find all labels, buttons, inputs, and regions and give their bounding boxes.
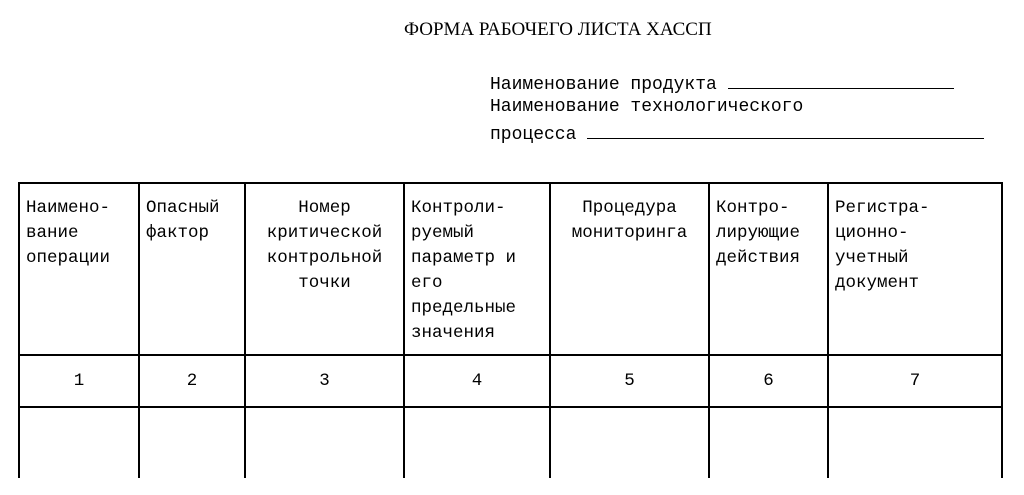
process-name-field-line1 <box>490 95 1010 120</box>
product-name-field <box>490 70 1010 95</box>
product-name-blank[interactable] <box>728 70 954 89</box>
column-number: 7 <box>828 355 1002 407</box>
table-cell[interactable] <box>139 407 245 478</box>
column-number: 6 <box>709 355 828 407</box>
column-number: 1 <box>19 355 139 407</box>
process-name-label-line2: процесса <box>490 125 577 145</box>
product-name-label: Наименование продукта <box>490 75 717 95</box>
header-control-actions: Контро- лирующие действия <box>709 183 828 355</box>
table-number-row <box>19 355 1002 407</box>
header-ccp-number: Номер критической контрольной точки <box>245 183 404 355</box>
process-name-label-line1: Наименование технологического <box>490 97 804 117</box>
table-cell[interactable] <box>19 407 139 478</box>
table-cell[interactable] <box>828 407 1002 478</box>
process-name-field-line2 <box>490 120 1010 145</box>
form-title: ФОРМА РАБОЧЕГО ЛИСТА ХАССП <box>404 19 712 40</box>
column-number: 3 <box>245 355 404 407</box>
column-number: 4 <box>404 355 550 407</box>
form-fields <box>490 70 1010 145</box>
header-hazard-factor: Опасный фактор <box>139 183 245 355</box>
header-controlled-parameter: Контроли- руемый параметр и его предельные значения <box>404 183 550 355</box>
table-cell[interactable] <box>404 407 550 478</box>
header-monitoring-procedure: Процедура мониторинга <box>550 183 709 355</box>
process-name-blank[interactable] <box>587 120 984 139</box>
header-operation-name: Наимено- вание операции <box>19 183 139 355</box>
table-cell[interactable] <box>709 407 828 478</box>
table-cell[interactable] <box>245 407 404 478</box>
table-header-row <box>19 183 1002 355</box>
header-record-document: Регистра- ционно- учетный документ <box>828 183 1002 355</box>
column-number: 5 <box>550 355 709 407</box>
column-number: 2 <box>139 355 245 407</box>
table-row <box>19 407 1002 478</box>
table-cell[interactable] <box>550 407 709 478</box>
haccp-worksheet-table <box>18 182 1003 478</box>
